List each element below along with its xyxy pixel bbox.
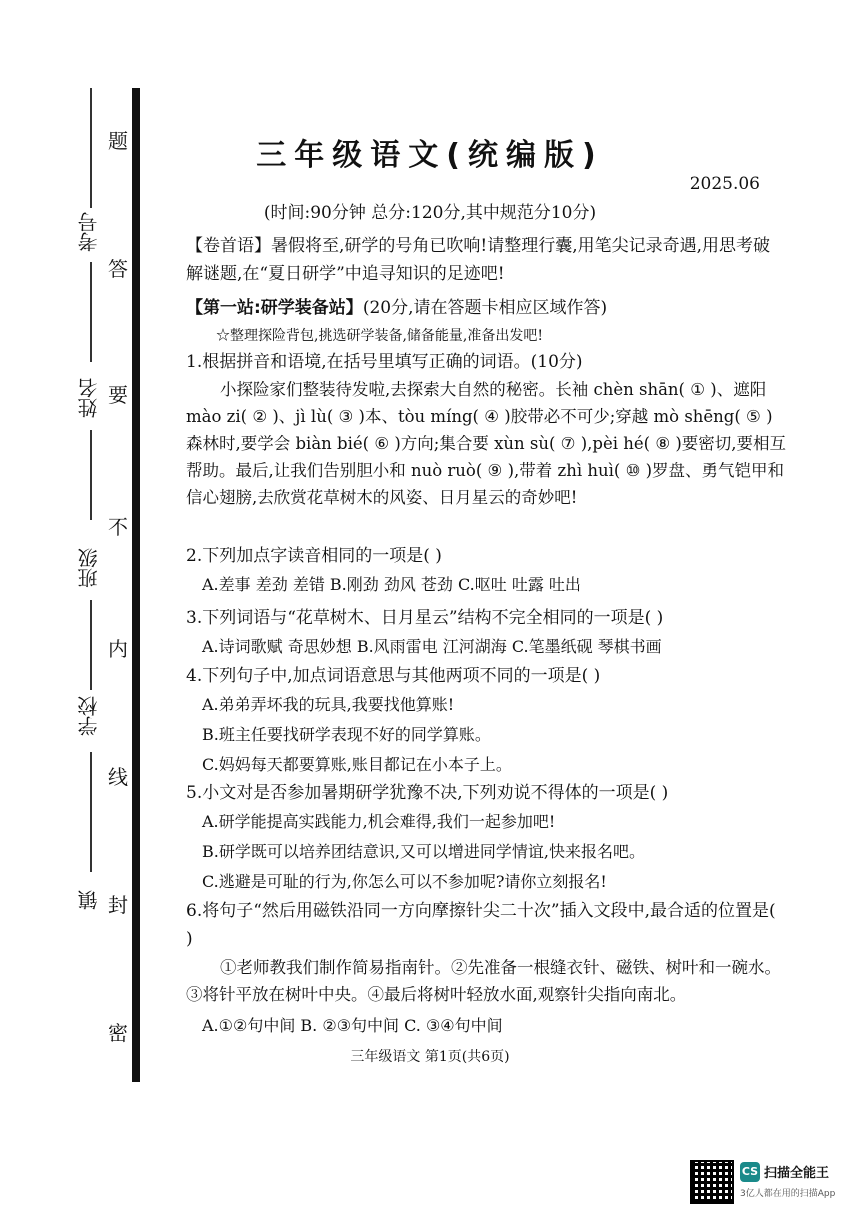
seal-char: 题 bbox=[108, 129, 128, 153]
question-3-options: A.诗词歌赋 奇思妙想 B.风雨雷电 江河湖海 C.笔墨纸砚 琴棋书画 bbox=[202, 637, 662, 656]
seal-char: 答 bbox=[108, 257, 128, 281]
section-note: (20分,请在答题卡相应区域作答) bbox=[362, 298, 608, 318]
scanner-name: 扫描全能王 bbox=[764, 1166, 830, 1181]
question-1-passage: 小探险家们整装待发啦,去探索大自然的秘密。长袖 chèn shān( ① )、遮阳 mào zi( ② )、jì lù( ③ )本、tòu míng( ④ )胶带必不可少;穿越 mò shēng( ⑤ )森林时,要学会 biàn bié( ⑥ )方向;集合要 xùn sù( ⑦ ),pèi hé( ⑧ )要密切,要相互帮助。最后,让我们告别胆小和 nuò ruò( ⑨ ),带着 zhì huì( ⑩ )罗盘、勇气铠甲和信心翅膀,去欣赏花草树木的风姿、日月星云的奇妙吧! bbox=[186, 380, 787, 507]
question-6-options: A.①②句中间 B. ②③句中间 C. ③④句中间 bbox=[202, 1016, 503, 1035]
field-line-town bbox=[90, 752, 92, 872]
field-label-town: 镇 bbox=[77, 890, 101, 910]
question-2-options: A.差事 差劲 差错 B.刚劲 劲风 苍劲 C.呕吐 吐露 吐出 bbox=[202, 575, 581, 594]
seal-char: 封 bbox=[108, 893, 128, 917]
field-label-class: 班级 bbox=[77, 548, 101, 588]
field-label-kaohao: 考号 bbox=[77, 212, 101, 252]
question-4-option-c: C.妈妈每天都要算账,账目都记在小本子上。 bbox=[202, 755, 512, 774]
seal-char: 要 bbox=[108, 383, 128, 407]
question-4-option-b: B.班主任要找研学表现不好的同学算账。 bbox=[202, 725, 491, 744]
section-title: 【第一站:研学装备站】 bbox=[186, 298, 363, 318]
question-5-option-a: A.研学能提高实践能力,机会难得,我们一起参加吧! bbox=[202, 812, 556, 831]
question-5-option-b: B.研学既可以培养团结意识,又可以增进同学情谊,快来报名吧。 bbox=[202, 842, 646, 861]
question-2-stem: 2.下列加点字读音相同的一项是( ) bbox=[186, 546, 442, 566]
page-title: 三年级语文(统编版) bbox=[256, 138, 604, 173]
question-4-option-a: A.弟弟弄坏我的玩具,我要找他算账! bbox=[202, 695, 455, 714]
question-6-stem: 6.将句子“然后用磁铁沿同一方向摩擦针尖二十次”插入文段中,最合适的位置是( ) bbox=[186, 901, 776, 949]
field-label-school: 学校 bbox=[77, 696, 101, 736]
seal-char: 线 bbox=[108, 765, 128, 789]
scanner-watermark bbox=[690, 1160, 850, 1204]
seal-char: 内 bbox=[108, 637, 128, 661]
field-line-name bbox=[90, 262, 92, 362]
binding-line bbox=[132, 88, 140, 1082]
exam-date: 2025.06 bbox=[689, 174, 760, 194]
question-5-option-c: C.逃避是可耻的行为,你怎么可以不参加呢?请你立刻报名! bbox=[202, 872, 607, 891]
seal-char: 不 bbox=[108, 515, 128, 539]
seal-char: 密 bbox=[108, 1021, 128, 1045]
exam-meta: (时间:90分钟 总分:120分,其中规范分10分) bbox=[263, 203, 597, 223]
question-5-stem: 5.小文对是否参加暑期研学犹豫不决,下列劝说不得体的一项是( ) bbox=[186, 783, 669, 803]
camscanner-logo-icon: CS bbox=[740, 1162, 760, 1182]
preface: 【卷首语】暑假将至,研学的号角已吹响!请整理行囊,用笔尖记录奇遇,用思考破解谜题,在“夏日研学”中追寻知识的足迹吧! bbox=[186, 236, 771, 284]
field-line-school bbox=[90, 600, 92, 690]
scanner-tagline: 3亿人都在用的扫描App bbox=[740, 1189, 836, 1199]
qr-code-icon bbox=[690, 1160, 734, 1204]
field-label-name: 姓名 bbox=[77, 378, 101, 418]
section-subline: ☆整理探险背包,挑选研学装备,储备能量,准备出发吧! bbox=[216, 328, 543, 344]
question-6-passage: ①老师教我们制作简易指南针。②先准备一根缝衣针、磁铁、树叶和一碗水。③将针平放在树叶中央。④最后将树叶轻放水面,观察针尖指向南北。 bbox=[186, 958, 781, 1004]
question-3-stem: 3.下列词语与“花草树木、日月星云”结构不完全相同的一项是( ) bbox=[186, 608, 664, 628]
question-4-stem: 4.下列句子中,加点词语意思与其他两项不同的一项是( ) bbox=[186, 666, 601, 686]
page-footer: 三年级语文 第1页(共6页) bbox=[350, 1049, 510, 1065]
section-heading bbox=[186, 294, 786, 322]
field-line-class bbox=[90, 430, 92, 520]
question-1-stem: 1.根据拼音和语境,在括号里填写正确的词语。(10分) bbox=[186, 352, 583, 372]
